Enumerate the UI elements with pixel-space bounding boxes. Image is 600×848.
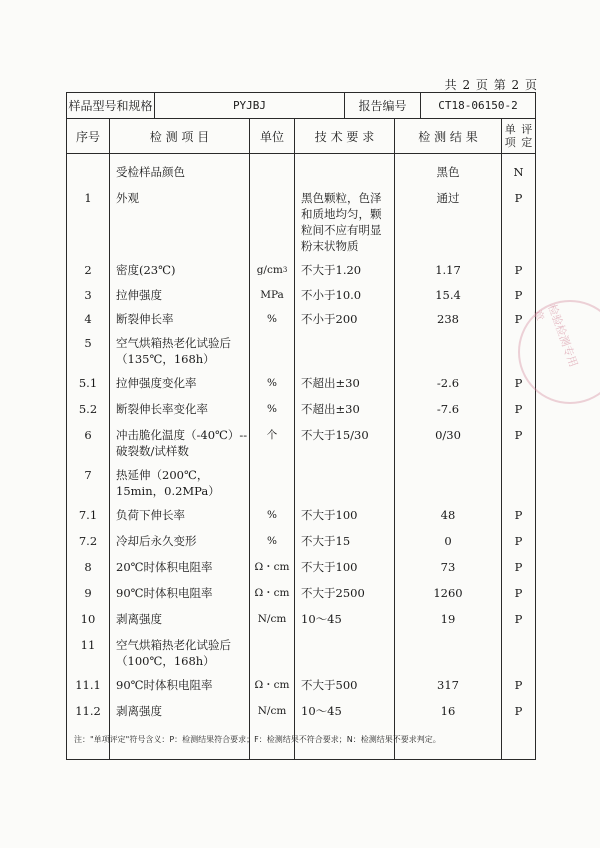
report-number-value: CT18-06150-2 [438,99,518,112]
test-item: 90℃时体积电阻率 [116,678,213,692]
unit: % [267,313,277,325]
unit: Ω・cm [254,679,290,691]
evaluation-line1: 单项 [504,123,516,149]
test-item: 断裂伸长率 [116,312,174,326]
test-item: 拉伸强度变化率 [116,376,197,390]
technical-requirement: 不大于100 [301,560,358,574]
test-item: 拉伸强度 [116,288,162,302]
evaluation: P [514,612,523,626]
column-header-result: 检 测 结 果 [395,119,502,153]
unit: g/cm [256,264,283,276]
column-header-no: 序号 [67,119,110,153]
evaluation: P [514,191,523,205]
column-header-row [67,119,535,154]
unit: % [267,403,277,415]
column-requirement [295,154,395,759]
technical-requirement: 不大于100 [301,508,358,522]
row-number: 5 [84,336,92,350]
column-item [110,154,250,759]
test-result: 238 [437,312,459,326]
unit: Ω・cm [254,561,290,573]
test-result: -2.6 [436,376,460,390]
test-item: 外观 [116,191,139,205]
row-number: 8 [84,560,92,574]
technical-requirement: 不大于2500 [301,586,365,600]
row-number: 7.1 [78,508,98,522]
test-item: 受检样品颜色 [116,165,185,179]
test-result: 73 [440,560,456,574]
unit-cell [250,262,294,278]
row-number: 11.1 [75,678,101,692]
row-number: 11 [80,638,96,652]
evaluation: P [514,560,523,574]
unit: MPa [260,289,284,301]
seal-text: 检验检测专用章 [530,302,581,369]
test-item: 负荷下伸长率 [116,508,185,522]
row-number: 9 [84,586,92,600]
test-result: 19 [440,612,456,626]
technical-requirement: 不超出±30 [301,376,360,390]
technical-requirement: 不大于15 [301,534,351,548]
row-number: 10 [80,612,96,626]
evaluation: P [514,428,523,442]
test-item: 热延伸（200℃，15min，0.2MPa） [116,468,220,498]
test-result: 317 [437,678,459,692]
test-item: 90℃时体积电阻率 [116,586,213,600]
column-no [67,154,110,759]
technical-requirement: 不大于1.20 [301,263,362,277]
unit: 个 [266,429,278,441]
test-item: 剥离强度 [116,612,162,626]
test-item: 密度(23℃) [116,263,176,277]
sample-info-row [67,93,535,119]
report-number-label: 报告编号 [345,93,421,118]
test-result: 16 [440,704,456,718]
table-body [67,154,535,759]
test-item: 断裂伸长率变化率 [116,402,208,416]
test-item: 空气烘箱热老化试验后（100℃，168h） [116,638,231,668]
column-header-requirement: 技 术 要 求 [295,119,395,153]
test-result: 1.17 [435,263,461,277]
test-result: 0/30 [435,428,461,442]
column-unit [250,154,295,759]
model-value: PYJBJ [155,93,345,118]
evaluation: P [514,508,523,522]
test-item: 冲击脆化温度（-40℃）--破裂数/试样数 [116,428,248,458]
evaluation: P [514,586,523,600]
unit: N/cm [257,613,287,625]
unit-superscript: 3 [282,266,288,274]
test-result: 黑色 [436,165,460,179]
technical-requirement: 10～45 [301,704,342,718]
row-number: 3 [84,288,92,302]
evaluation: P [514,534,523,548]
unit: % [267,509,277,521]
model-label: 样品型号和规格 [67,93,155,118]
evaluation: P [514,704,523,718]
row-number: 11.2 [75,704,101,718]
evaluation: P [514,263,523,277]
test-result: 1260 [433,586,463,600]
row-number: 7 [84,468,92,482]
row-number: 2 [84,263,92,277]
row-number: 7.2 [78,534,98,548]
test-report-table [66,92,536,760]
test-result: 0 [444,534,452,548]
row-number: 1 [84,191,92,205]
technical-requirement: 不超出±30 [301,402,360,416]
column-header-unit: 单位 [250,119,295,153]
column-result [395,154,502,759]
test-item: 20℃时体积电阻率 [116,560,213,574]
row-number: 5.2 [78,402,98,416]
row-number: 5.1 [78,376,98,390]
column-evaluation [502,154,535,759]
technical-requirement: 不小于10.0 [301,288,362,302]
evaluation: P [514,402,523,416]
test-result: -7.6 [436,402,460,416]
unit: Ω・cm [254,587,290,599]
technical-requirement: 黑色颗粒，色泽和质地均匀，颗粒间不应有明显粉末状物质 [301,191,382,253]
test-item: 空气烘箱热老化试验后（135℃，168h） [116,336,231,366]
evaluation: P [514,376,523,390]
technical-requirement: 不大于500 [301,678,358,692]
unit: % [267,377,277,389]
row-number: 4 [84,312,92,326]
page-count: 共 2 页 第 2 页 [444,78,538,92]
column-header-item: 检 测 项 目 [110,119,250,153]
technical-requirement: 不大于15/30 [301,428,369,442]
evaluation: P [514,288,523,302]
test-result: 15.4 [435,288,461,302]
technical-requirement: 10～45 [301,612,342,626]
column-header-evaluation [502,119,535,153]
test-item: 冷却后永久变形 [116,534,197,548]
evaluation-line2: 评定 [521,123,533,149]
test-item: 剥离强度 [116,704,162,718]
footnote: 注："单项评定"符号含义：P：检测结果符合要求；F：检测结果不符合要求；N：检测结果不要求判定。 [74,735,441,744]
evaluation: N [513,165,524,179]
unit: % [267,535,277,547]
test-result: 通过 [436,191,460,205]
evaluation: P [514,678,523,692]
row-number: 6 [84,428,92,442]
test-result: 48 [440,508,456,522]
evaluation: P [514,312,523,326]
technical-requirement: 不小于200 [301,312,358,326]
unit: N/cm [257,705,287,717]
